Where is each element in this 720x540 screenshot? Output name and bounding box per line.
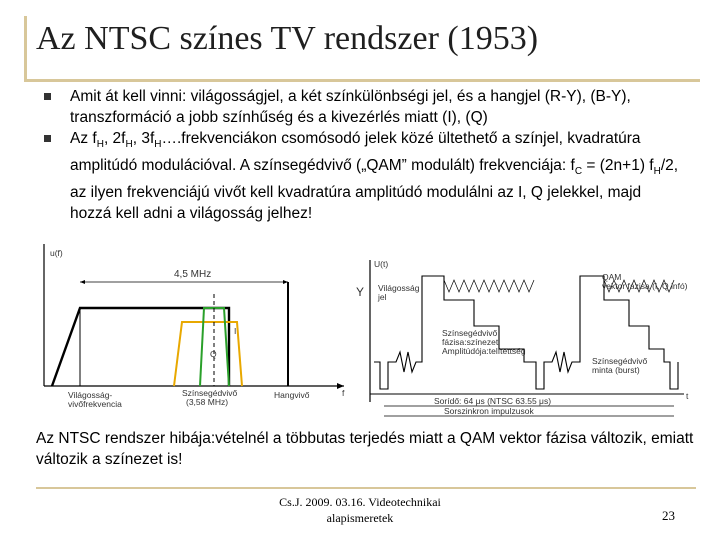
time-axis-label: t	[686, 391, 689, 401]
qam-label-2: vektor fázisa (I, Q infó)	[602, 281, 688, 291]
bullet-text-2-part: /2, az ilyen frekvenciájú vivőt kell kvadratúra amplitúdó modulálni az I, Q jelekkel, majd hozzá kell adni a világosság jelhez!	[70, 157, 679, 223]
subcarrier-label-2: (3,58 MHz)	[186, 397, 229, 407]
bullet-text-2-part: = (2n+1) f	[582, 157, 654, 175]
freq-axis-label: f	[342, 388, 345, 398]
burst-label-2: minta (burst)	[592, 365, 640, 375]
sync-pulse-label: Sorszinkron impulzusok	[444, 406, 534, 416]
subscript: C	[574, 166, 583, 178]
footer-divider	[36, 487, 696, 489]
title-underline	[24, 79, 700, 82]
subscript: H	[125, 139, 133, 151]
subscript: H	[653, 166, 661, 178]
luma-signal-label-2: jel	[378, 292, 387, 302]
waveform-diagram	[370, 259, 689, 416]
spectrum-y-label: u(f)	[50, 248, 63, 258]
luma-carrier-label: Világosság-	[68, 390, 113, 400]
subcarrier-phase-label: Színsegédvivő	[442, 328, 498, 338]
subscript: H	[154, 139, 162, 151]
luma-carrier-label-2: vivőfrekvencia	[68, 399, 122, 409]
bullet-text-2-part: , 2f	[103, 130, 126, 147]
q-label: Q	[210, 349, 217, 359]
y-letter: Y	[356, 285, 365, 299]
luma-signal-label: Világosság	[378, 283, 420, 293]
footer-line-1: Cs.J. 2009. 03.16. Videotechnikai	[279, 495, 441, 509]
ntsc-figure	[24, 244, 704, 424]
spectrum-diagram	[44, 244, 364, 409]
i-signal-band	[174, 322, 242, 386]
bullet-item	[44, 86, 684, 128]
title-accent-vertical	[24, 16, 27, 82]
bullet-text-2-part: Az f	[70, 130, 97, 147]
sound-carrier-label: Hangvivő	[274, 390, 310, 400]
burst-label: Színsegédvivő	[592, 356, 648, 366]
qam-modulation	[444, 280, 534, 292]
waveform-y-label: U(t)	[374, 259, 389, 269]
bullet-text-1: Amit át kell vinni: világosságjel, a két színkülönbségi jel, és a hangjel (R-Y), (B-Y), transzformáció a jobb színhűség és a kivezérlés miatt (I), (Q)	[70, 88, 631, 126]
bullet-text-2-part: , 3f	[132, 130, 155, 147]
arrow-left-icon	[80, 280, 85, 284]
qam-label: QAM	[602, 272, 622, 282]
page-number: 23	[662, 508, 675, 523]
footer-line-2: alapismeretek	[326, 511, 394, 525]
slide-caption: Az NTSC rendszer hibája:vételnél a többutas terjedés miatt a QAM vektor fázisa változik, emiatt változik a színezet is!	[36, 430, 694, 468]
footer-text	[250, 494, 470, 526]
bullet-list	[44, 86, 684, 224]
slide-title: Az NTSC színes TV rendszer (1953)	[36, 20, 539, 57]
subcarrier-amplitude-label: Amplitúdója:telítettség	[442, 346, 526, 356]
line-period-label: Sorídő: 64 μs (NTSC 63.55 μs)	[434, 396, 552, 406]
bullet-text-2-part: ….frekvenciákon csomósodó jelek közé ültethető a színjel, kvadratúra amplitúdó modulációval. A színsegédvivő („QAM” modulált) frekvenciája: f	[70, 130, 641, 175]
i-label: I	[234, 326, 237, 336]
subscript: H	[96, 139, 104, 151]
subcarrier-label: Színsegédvivő	[182, 388, 238, 398]
subcarrier-phase-label-2: fázisa:színezet	[442, 337, 499, 347]
bandwidth-label: 4,5 MHz	[174, 269, 212, 280]
bullet-item	[44, 128, 684, 224]
